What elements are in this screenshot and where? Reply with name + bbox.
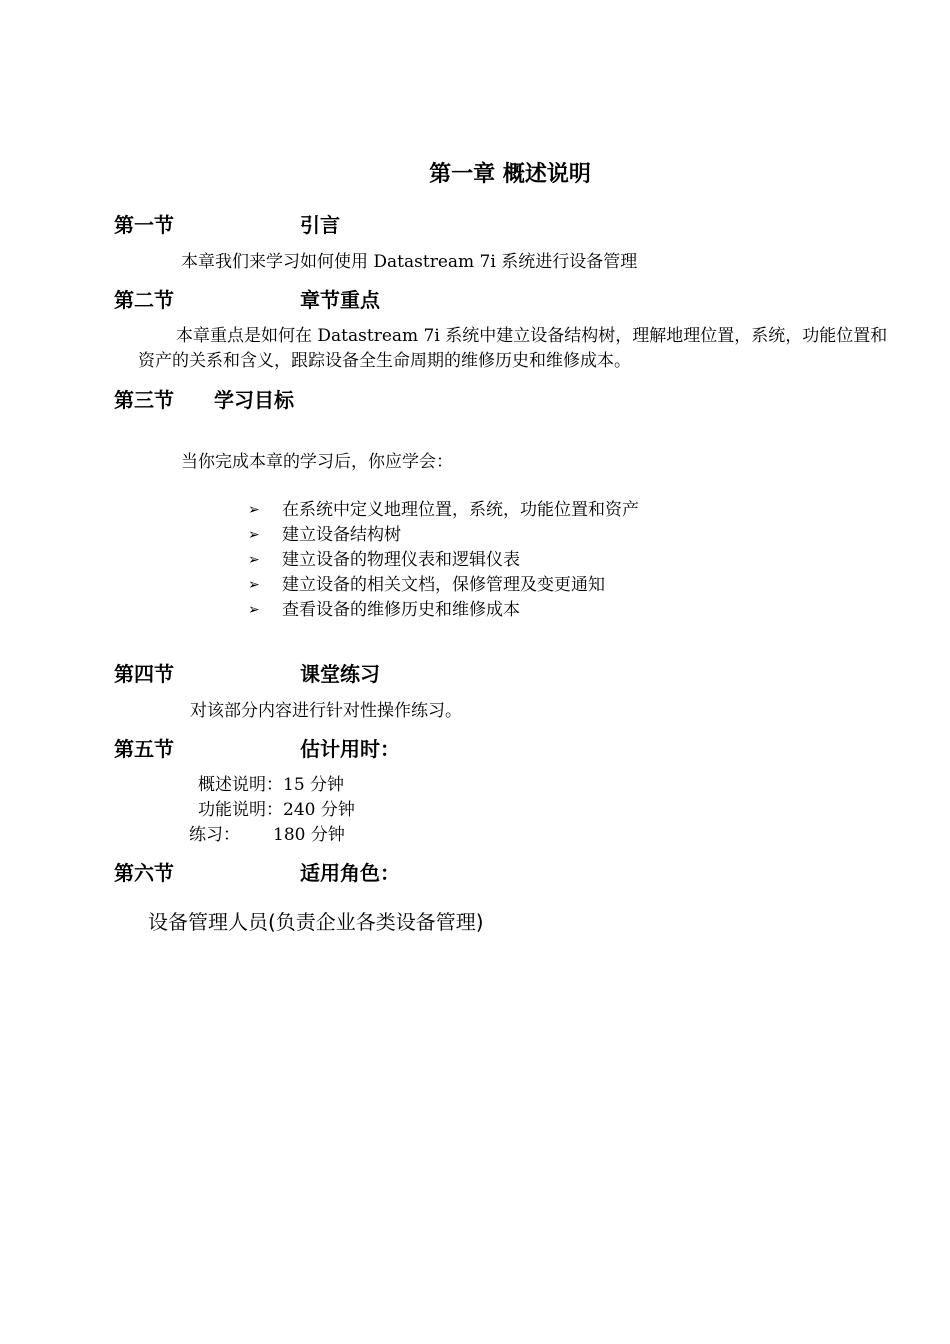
section-name: 章节重点 xyxy=(300,288,380,312)
section-heading-2 xyxy=(114,286,380,314)
arrow-bullet-icon: ➢ xyxy=(248,602,260,618)
time-value: 240 分钟 xyxy=(283,800,355,820)
arrow-bullet-icon: ➢ xyxy=(248,577,260,593)
section-heading-5 xyxy=(114,735,400,763)
time-estimate-row xyxy=(198,773,344,797)
section-name: 引言 xyxy=(300,213,340,237)
section-heading-3 xyxy=(114,386,294,414)
time-value: 15 分钟 xyxy=(283,775,345,795)
list-item xyxy=(248,498,639,523)
practice-text: 对该部分内容进行针对性操作练习。 xyxy=(190,701,462,721)
section-number: 第六节 xyxy=(114,861,174,885)
list-item xyxy=(248,548,639,573)
section-heading-1 xyxy=(114,211,340,239)
list-item-text: 建立设备结构树 xyxy=(282,525,401,545)
list-item-text: 建立设备的相关文档，保修管理及变更通知 xyxy=(282,575,605,595)
section-number: 第三节 xyxy=(114,388,174,412)
intro-text: 本章我们来学习如何使用 Datastream 7i 系统进行设备管理 xyxy=(181,252,638,272)
list-item xyxy=(248,573,639,598)
list-item-text: 建立设备的物理仪表和逻辑仪表 xyxy=(282,550,520,570)
arrow-bullet-icon: ➢ xyxy=(248,527,260,543)
time-label: 练习： xyxy=(189,825,240,845)
time-value: 180 分钟 xyxy=(273,825,345,845)
section-heading-6 xyxy=(114,859,400,887)
chapter-title: 第一章 概述说明 xyxy=(429,162,591,187)
section-name: 估计用时： xyxy=(300,737,400,761)
objectives-list xyxy=(248,498,639,623)
focus-paragraph: 本章重点是如何在 Datastream 7i 系统中建立设备结构树，理解地理位置，系统，功能位置和资产的关系和含义，跟踪设备全生命周期的维修历史和维修成本。 xyxy=(138,326,888,371)
role-text: 设备管理人员(负责企业各类设备管理) xyxy=(148,910,484,934)
section-number: 第五节 xyxy=(114,737,174,761)
arrow-bullet-icon: ➢ xyxy=(248,552,260,568)
section-name: 学习目标 xyxy=(214,388,294,412)
list-item-text: 查看设备的维修历史和维修成本 xyxy=(282,600,520,620)
section-number: 第一节 xyxy=(114,213,174,237)
section-heading-4 xyxy=(114,660,380,688)
time-label: 概述说明： xyxy=(198,775,283,795)
objectives-intro: 当你完成本章的学习后，你应学会： xyxy=(181,452,453,472)
list-item-text: 在系统中定义地理位置，系统，功能位置和资产 xyxy=(282,500,639,520)
section-number: 第四节 xyxy=(114,662,174,686)
list-item xyxy=(248,523,639,548)
section-number: 第二节 xyxy=(114,288,174,312)
time-estimate-row xyxy=(189,823,345,847)
arrow-bullet-icon: ➢ xyxy=(248,502,260,518)
time-label: 功能说明： xyxy=(198,800,283,820)
time-estimate-row xyxy=(198,798,355,822)
list-item xyxy=(248,598,639,623)
section-name: 课堂练习 xyxy=(300,662,380,686)
section-name: 适用角色： xyxy=(300,861,400,885)
